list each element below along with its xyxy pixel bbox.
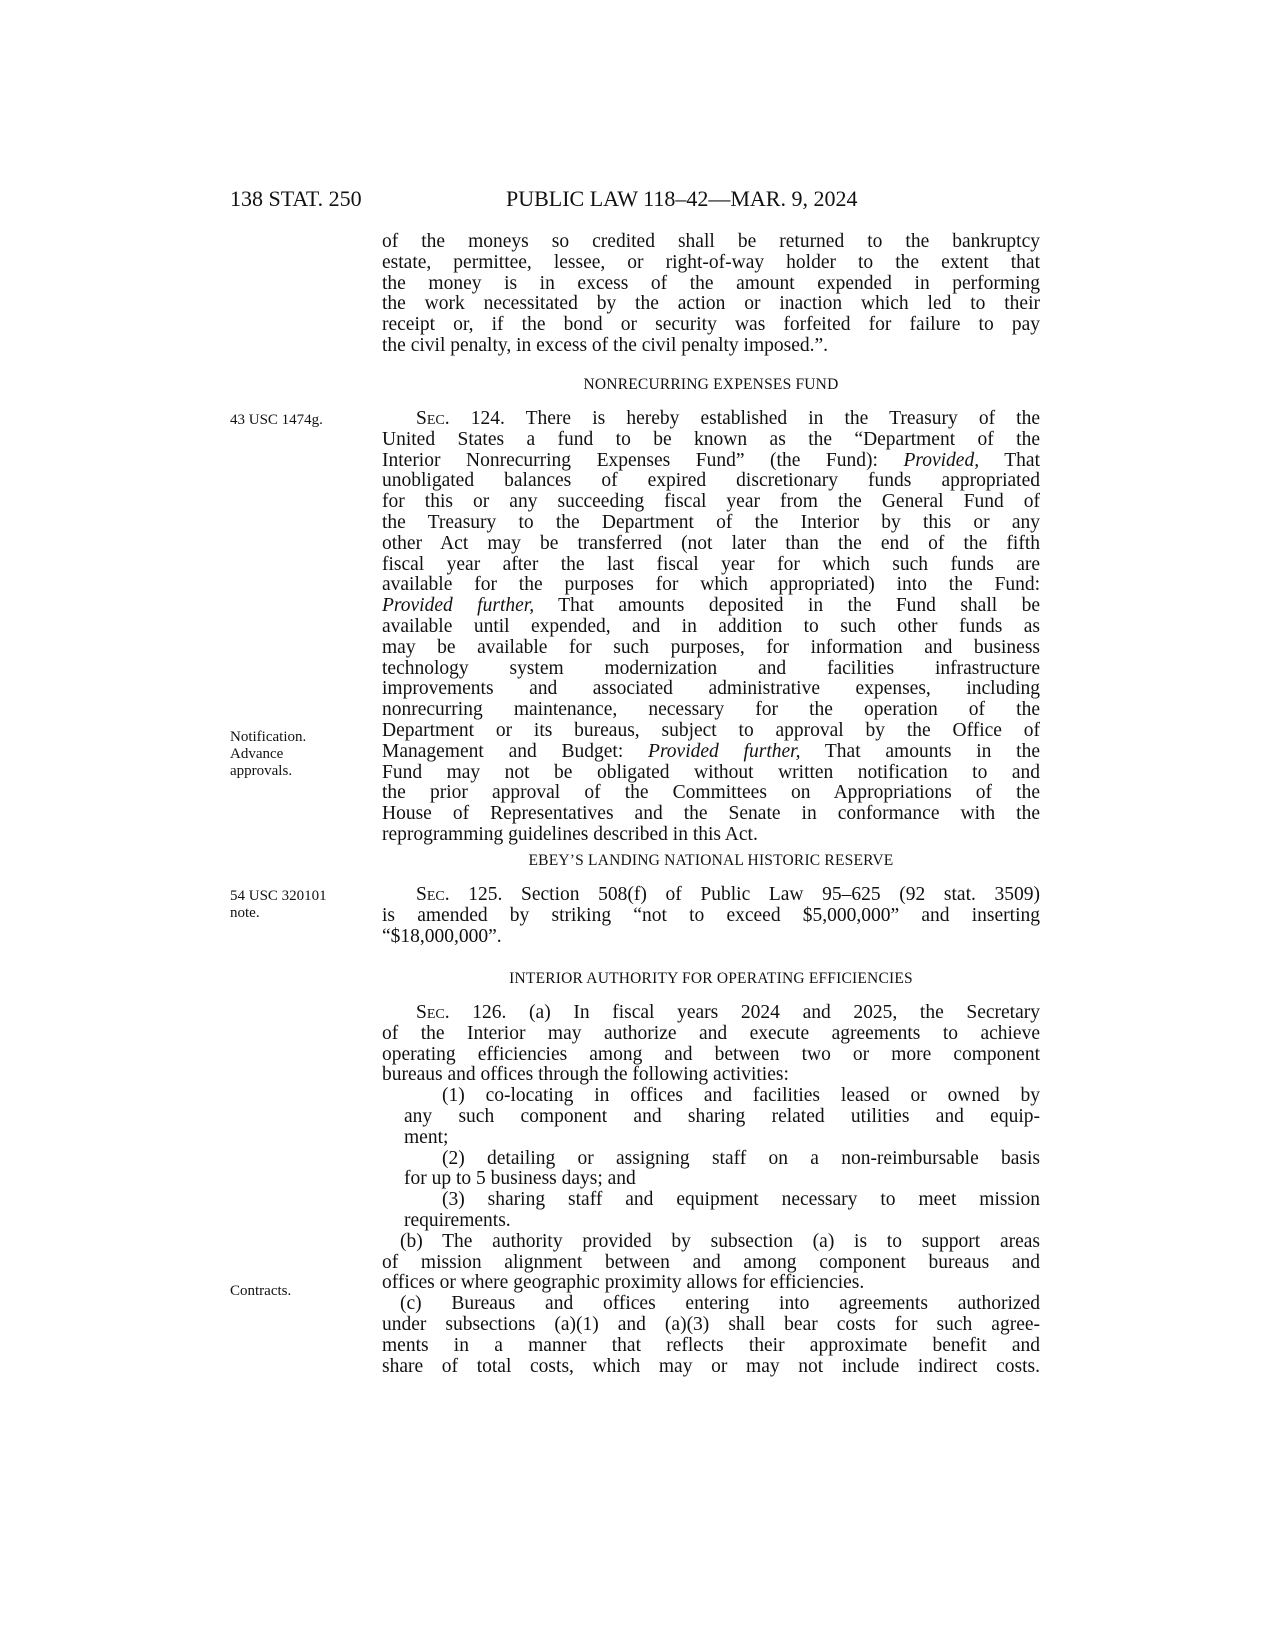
margin-note-usc-1474g: 43 USC 1474g. <box>230 412 323 428</box>
text-line: under subsections (a)(1) and (a)(3) shall bear costs for such agree- <box>382 1314 1040 1335</box>
text-fragment: Interior Nonrecurring Expenses Fund” (the Fund): <box>382 450 904 471</box>
section-125-body <box>382 885 1040 947</box>
text-line: nonrecurring maintenance, necessary for the operation of the <box>382 700 1040 721</box>
text-line: the prior approval of the Committees on Appropriations of the <box>382 783 1040 804</box>
text-line: the money is in excess of the amount expended in performing <box>382 273 1040 294</box>
text-line: Department or its bureaus, subject to approval by the Office of <box>382 720 1040 741</box>
list-item-1 <box>382 1086 1040 1148</box>
text-line: offices or where geographic proximity allows for efficiencies. <box>382 1273 865 1294</box>
margin-note-line: 54 USC 320101 <box>230 888 327 904</box>
public-law-title: PUBLIC LAW 118–42—MAR. 9, 2024 <box>506 186 858 211</box>
text-line: (c) Bureaus and offices entering into agreements authorized <box>400 1294 1040 1315</box>
text-line: the civil penalty, in excess of the civil penalty imposed.”. <box>382 335 829 356</box>
text-line: for up to 5 business days; and <box>404 1169 636 1190</box>
text-line: of the Interior may authorize and execute agreements to achieve <box>382 1023 1040 1044</box>
text-line: of the moneys so credited shall be returned to the bankruptcy <box>382 232 1040 252</box>
text-fragment: That amounts in the <box>800 741 1040 762</box>
section-heading-operating-efficiencies: INTERIOR AUTHORITY FOR OPERATING EFFICIENCIES <box>509 970 913 987</box>
text-line <box>382 596 1040 617</box>
text-line: operating efficiencies among and between two or more component <box>382 1044 1040 1065</box>
text-fragment: 124. There is hereby established in the Treasury of the <box>449 409 1040 429</box>
text-line: estate, permittee, lessee, or right-of-way holder to the extent that <box>382 252 1040 273</box>
text-line: any such component and sharing related utilities and equip- <box>404 1106 1040 1127</box>
text-line: (b) The authority provided by subsection (a) is to support areas <box>400 1231 1040 1252</box>
text-line: the Treasury to the Department of the Interior by this or any <box>382 512 1040 533</box>
text-line: requirements. <box>404 1210 511 1231</box>
text-line: is amended by striking “not to exceed $5,000,000” and inserting <box>382 905 1040 926</box>
text-line: “$18,000,000”. <box>382 926 502 947</box>
list-item-3 <box>382 1190 1040 1232</box>
text-line: fiscal year after the last fiscal year for which such funds are <box>382 554 1040 575</box>
section-heading-ebeys-landing: EBEY’S LANDING NATIONAL HISTORIC RESERVE <box>528 852 894 869</box>
margin-note-usc-320101 <box>230 888 350 922</box>
text-fragment: 125. Section 508(f) of Public Law 95–625 (92 stat. 3509) <box>449 885 1040 905</box>
running-header <box>0 186 1275 218</box>
list-item-2 <box>382 1149 1040 1191</box>
text-line: ments in a manner that reflects their approximate benefit and <box>382 1335 1040 1356</box>
text-line: unobligated balances of expired discretionary funds appropriated <box>382 471 1040 492</box>
text-line: (2) detailing or assigning staff on a non-reimbursable basis <box>442 1148 1040 1169</box>
section-label: Sec. <box>416 885 450 905</box>
text-line: United States a fund to be known as the “Department of the <box>382 429 1040 450</box>
proviso-term: Provided, <box>903 450 980 471</box>
text-fragment: That amounts deposited in the Fund shall be <box>534 596 1040 617</box>
statute-page-ref: 138 STAT. 250 <box>230 186 362 211</box>
text-line: (1) co-locating in offices and facilities leased or owned by <box>442 1086 1040 1107</box>
margin-note-line: Advance <box>230 746 284 762</box>
margin-note-notification <box>230 729 350 780</box>
margin-note-line: Notification. <box>230 729 307 745</box>
text-line <box>382 451 1040 472</box>
text-line: share of total costs, which may or may not include indirect costs. <box>382 1356 1040 1377</box>
section-heading-nonrecurring: NONRECURRING EXPENSES FUND <box>583 376 839 393</box>
margin-note-line: approvals. <box>230 763 293 779</box>
text-line <box>382 885 1040 906</box>
text-line: other Act may be transferred (not later than the end of the fifth <box>382 533 1040 554</box>
text-line: available until expended, and in addition to such other funds as <box>382 616 1040 637</box>
text-line <box>382 1003 1040 1024</box>
text-line <box>382 409 1040 430</box>
section-126-body <box>382 1003 1040 1377</box>
text-line: improvements and associated administrative expenses, including <box>382 679 1040 700</box>
section-124-body <box>382 409 1040 846</box>
continuation-paragraph <box>382 232 1040 357</box>
text-fragment: Management and Budget: <box>382 741 649 762</box>
margin-note-contracts: Contracts. <box>230 1283 292 1299</box>
text-line: bureaus and offices through the following activities: <box>382 1065 789 1086</box>
text-line: the work necessitated by the action or inaction which led to their <box>382 294 1040 315</box>
section-label: Sec. <box>416 1003 450 1023</box>
text-line: receipt or, if the bond or security was forfeited for failure to pay <box>382 315 1040 336</box>
text-line: technology system modernization and facilities infrastructure <box>382 658 1040 679</box>
text-line: House of Representatives and the Senate in conformance with the <box>382 804 1040 825</box>
text-line: available for the purposes for which appropriated) into the Fund: <box>382 575 1040 596</box>
proviso-term: Provided further, <box>648 741 801 762</box>
text-line: Fund may not be obligated without written notification to and <box>382 762 1040 783</box>
text-line: of mission alignment between and among component bureaus and <box>382 1252 1040 1273</box>
text-line: may be available for such purposes, for information and business <box>382 637 1040 658</box>
text-line: (3) sharing staff and equipment necessary to meet mission <box>442 1190 1040 1211</box>
text-fragment: That <box>979 450 1040 471</box>
proviso-term: Provided further, <box>382 596 535 617</box>
section-label: Sec. <box>416 409 450 429</box>
text-line <box>382 742 1040 763</box>
text-line: for this or any succeeding fiscal year from the General Fund of <box>382 492 1040 513</box>
text-line: reprogramming guidelines described in this Act. <box>382 824 758 845</box>
text-fragment: 126. (a) In fiscal years 2024 and 2025, the Secretary <box>449 1003 1040 1023</box>
margin-note-line: note. <box>230 905 260 921</box>
text-line: ment; <box>404 1127 449 1148</box>
